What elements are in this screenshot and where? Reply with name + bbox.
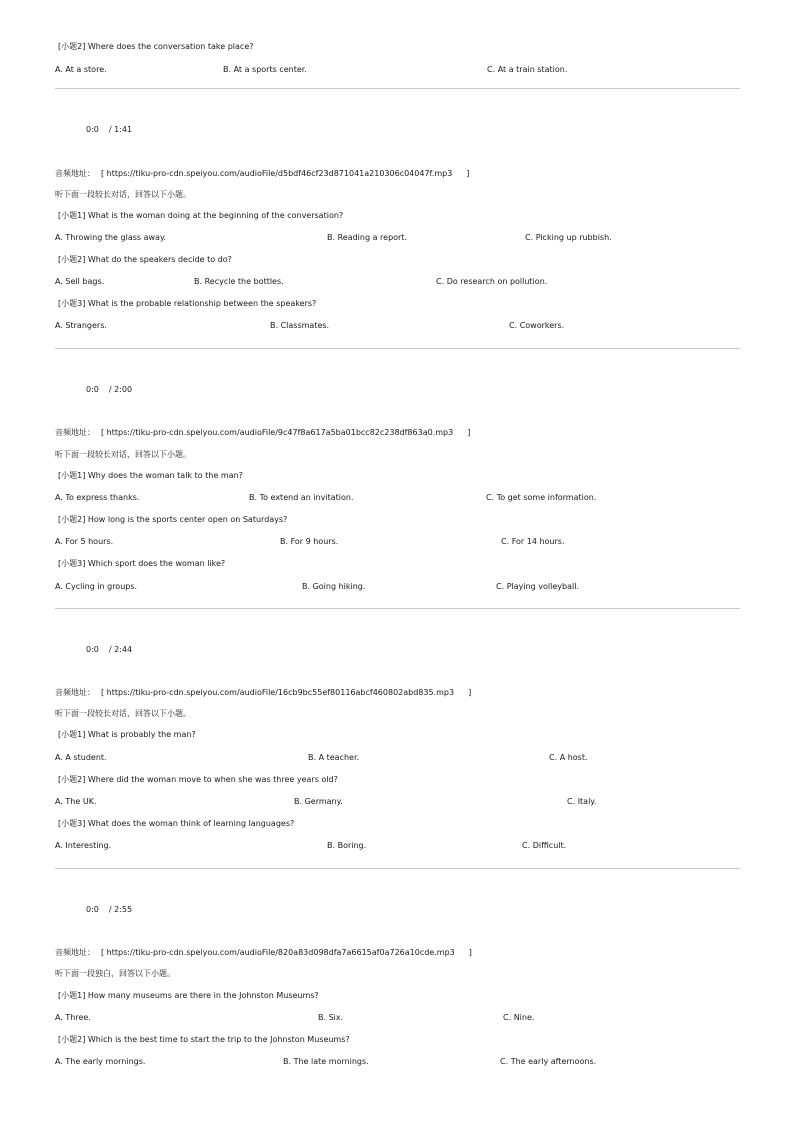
question-label: [小题3] Which sport does the woman like? <box>58 559 226 568</box>
option-c[interactable] <box>487 65 567 75</box>
player-current-time: 0:0 <box>86 905 99 914</box>
question-label: [小题2] How long is the sports center open on Saturdays? <box>58 515 288 524</box>
audio-player[interactable] <box>86 645 132 655</box>
option-a[interactable] <box>55 233 166 243</box>
option-b[interactable] <box>308 753 359 763</box>
player-current-time: 0:0 <box>86 645 99 654</box>
section-divider <box>55 348 740 349</box>
option-letter: A. <box>55 841 63 850</box>
option-a[interactable] <box>55 277 104 287</box>
option-text: Reading a report. <box>337 233 408 242</box>
option-text: For 14 hours. <box>511 537 565 546</box>
option-letter: A. <box>55 537 63 546</box>
option-b[interactable] <box>327 233 407 243</box>
question-label: [小题3] What is the probable relationship between the speakers? <box>58 299 317 308</box>
option-text: Coworkers. <box>519 321 565 330</box>
option-letter: C. <box>496 582 505 591</box>
option-text: The early afternoons. <box>510 1057 597 1066</box>
player-current-time: 0:0 <box>86 125 99 134</box>
option-letter: C. <box>549 753 558 762</box>
option-letter: A. <box>55 582 63 591</box>
listening-instruction: 听下面一段较长对话，回答以下小题。 <box>55 709 191 718</box>
option-a[interactable] <box>55 65 107 75</box>
option-a[interactable] <box>55 537 113 547</box>
option-a[interactable] <box>55 1057 145 1067</box>
option-text: Recycle the bottles. <box>204 277 284 286</box>
option-text: Germany. <box>304 797 343 806</box>
option-c[interactable] <box>501 537 565 547</box>
option-text: A host. <box>559 753 588 762</box>
option-letter: C. <box>501 537 510 546</box>
question-label: [小题1] What is probably the man? <box>58 730 196 739</box>
question-label: [小题2] What do the speakers decide to do? <box>58 255 232 264</box>
option-text: Three. <box>65 1013 91 1022</box>
option-letter: C. <box>436 277 445 286</box>
option-text: At a sports center. <box>233 65 307 74</box>
option-letter: A. <box>55 493 63 502</box>
section-divider <box>55 868 740 869</box>
option-letter: B. <box>294 797 303 806</box>
option-letter: A. <box>55 1057 63 1066</box>
option-c[interactable] <box>567 797 596 807</box>
option-b[interactable] <box>280 537 338 547</box>
section-divider <box>55 608 740 609</box>
player-current-time: 0:0 <box>86 385 99 394</box>
audio-address-label: 音频地址： <box>55 948 95 957</box>
option-c[interactable] <box>522 841 566 851</box>
audio-address <box>55 688 471 698</box>
option-text: Classmates. <box>280 321 330 330</box>
player-duration: / 1:41 <box>108 125 133 134</box>
option-c[interactable] <box>436 277 547 287</box>
option-b[interactable] <box>327 841 366 851</box>
question-label: [小题3] What does the woman think of learning languages? <box>58 819 295 828</box>
option-b[interactable] <box>194 277 284 287</box>
option-text: Difficult. <box>532 841 567 850</box>
option-text: Six. <box>328 1013 344 1022</box>
audio-url-link[interactable]: [ https://tiku-pro-cdn.speiyou.com/audioFile/820a83d098dfa7a6615af0a726a10cde.mp3 <box>101 948 455 957</box>
option-b[interactable] <box>318 1013 343 1023</box>
player-duration: / 2:55 <box>108 905 133 914</box>
option-letter: A. <box>55 1013 63 1022</box>
audio-player[interactable] <box>86 385 132 395</box>
option-letter: C. <box>503 1013 512 1022</box>
option-a[interactable] <box>55 753 107 763</box>
option-letter: B. <box>194 277 203 286</box>
option-letter: C. <box>486 493 495 502</box>
option-text: Going hiking. <box>312 582 366 591</box>
option-b[interactable] <box>249 493 353 503</box>
option-text: Picking up rubbish. <box>535 233 612 242</box>
question-label: [小题1] What is the woman doing at the beginning of the conversation? <box>58 211 344 220</box>
option-b[interactable] <box>302 582 365 592</box>
option-text: For 9 hours. <box>290 537 339 546</box>
option-text: For 5 hours. <box>65 537 114 546</box>
option-text: The late mornings. <box>293 1057 369 1066</box>
option-letter: C. <box>509 321 518 330</box>
option-text: Cycling in groups. <box>65 582 138 591</box>
audio-address <box>55 948 472 958</box>
audio-url-link[interactable]: [ https://tiku-pro-cdn.speiyou.com/audioFile/9c47f8a617a5ba01bcc82c238df863a0.mp3 <box>101 428 454 437</box>
question-label: [小题2] Where did the woman move to when she was three years old? <box>58 775 338 784</box>
option-letter: B. <box>318 1013 327 1022</box>
option-text: At a store. <box>65 65 107 74</box>
option-letter: C. <box>487 65 496 74</box>
question-label: [小题2] Where does the conversation take place? <box>58 42 254 51</box>
listening-instruction: 听下面一段较长对话，回答以下小题。 <box>55 450 191 459</box>
audio-url-close: ] <box>467 428 471 437</box>
listening-instruction: 听下面一段较长对话，回答以下小题。 <box>55 190 191 199</box>
player-duration: / 2:00 <box>108 385 133 394</box>
option-c[interactable] <box>500 1057 596 1067</box>
option-letter: B. <box>302 582 311 591</box>
option-c[interactable] <box>496 582 579 592</box>
option-a[interactable] <box>55 582 137 592</box>
option-letter: C. <box>522 841 531 850</box>
option-text: Strangers. <box>65 321 107 330</box>
option-text: Interesting. <box>65 841 112 850</box>
option-text: To get some information. <box>496 493 597 502</box>
option-letter: B. <box>308 753 317 762</box>
option-letter: C. <box>525 233 534 242</box>
option-text: The early mornings. <box>65 1057 146 1066</box>
option-text: A student. <box>65 753 107 762</box>
option-a[interactable] <box>55 493 139 503</box>
option-text: Italy. <box>577 797 597 806</box>
option-text: Sell bags. <box>65 277 105 286</box>
option-b[interactable] <box>294 797 343 807</box>
option-letter: B. <box>327 841 336 850</box>
option-letter: C. <box>567 797 576 806</box>
option-letter: A. <box>55 65 63 74</box>
audio-address <box>55 428 470 438</box>
option-letter: A. <box>55 321 63 330</box>
option-letter: B. <box>280 537 289 546</box>
option-a[interactable] <box>55 797 97 807</box>
option-c[interactable] <box>486 493 596 503</box>
option-text: To express thanks. <box>65 493 140 502</box>
option-letter: B. <box>249 493 258 502</box>
option-b[interactable] <box>223 65 307 75</box>
section-divider <box>55 88 740 89</box>
option-c[interactable] <box>549 753 588 763</box>
option-text: The UK. <box>65 797 97 806</box>
audio-player[interactable] <box>86 905 132 915</box>
question-label: [小题1] How many museums are there in the Johnston Museums? <box>58 991 319 1000</box>
option-a[interactable] <box>55 321 107 331</box>
option-letter: A. <box>55 797 63 806</box>
audio-address-label: 音频地址： <box>55 428 95 437</box>
option-text: Playing volleyball. <box>506 582 579 591</box>
option-letter: B. <box>283 1057 292 1066</box>
option-text: A teacher. <box>318 753 360 762</box>
option-text: Throwing the glass away. <box>65 233 167 242</box>
audio-url-link[interactable]: [ https://tiku-pro-cdn.speiyou.com/audioFile/16cb9bc55ef80116abcf460802abd835.mp3 <box>101 688 455 697</box>
option-a[interactable] <box>55 1013 91 1023</box>
audio-url-close: ] <box>466 169 470 178</box>
audio-address-label: 音频地址： <box>55 688 95 697</box>
option-a[interactable] <box>55 841 111 851</box>
question-label: [小题1] Why does the woman talk to the man? <box>58 471 243 480</box>
option-letter: A. <box>55 753 63 762</box>
audio-url-close: ] <box>468 688 472 697</box>
option-letter: C. <box>500 1057 509 1066</box>
option-letter: B. <box>270 321 279 330</box>
player-duration: / 2:44 <box>108 645 133 654</box>
option-text: Do research on pollution. <box>446 277 548 286</box>
question-label: [小题2] Which is the best time to start the trip to the Johnston Museums? <box>58 1035 350 1044</box>
option-text: To extend an invitation. <box>259 493 354 502</box>
audio-player[interactable] <box>86 125 132 135</box>
option-text: Boring. <box>337 841 367 850</box>
option-b[interactable] <box>283 1057 369 1067</box>
option-letter: A. <box>55 277 63 286</box>
option-c[interactable] <box>525 233 612 243</box>
option-letter: B. <box>327 233 336 242</box>
option-c[interactable] <box>509 321 564 331</box>
audio-url-close: ] <box>468 948 472 957</box>
listening-instruction: 听下面一段独白，回答以下小题。 <box>55 969 175 978</box>
option-text: At a train station. <box>497 65 568 74</box>
audio-address-label: 音频地址： <box>55 169 95 178</box>
option-letter: A. <box>55 233 63 242</box>
option-letter: B. <box>223 65 232 74</box>
audio-url-link[interactable]: [ https://tiku-pro-cdn.speiyou.com/audioFile/d5bdf46cf23d871041a210306c04047f.mp3 <box>101 169 453 178</box>
option-c[interactable] <box>503 1013 534 1023</box>
option-text: Nine. <box>513 1013 535 1022</box>
option-b[interactable] <box>270 321 329 331</box>
audio-address <box>55 169 469 179</box>
